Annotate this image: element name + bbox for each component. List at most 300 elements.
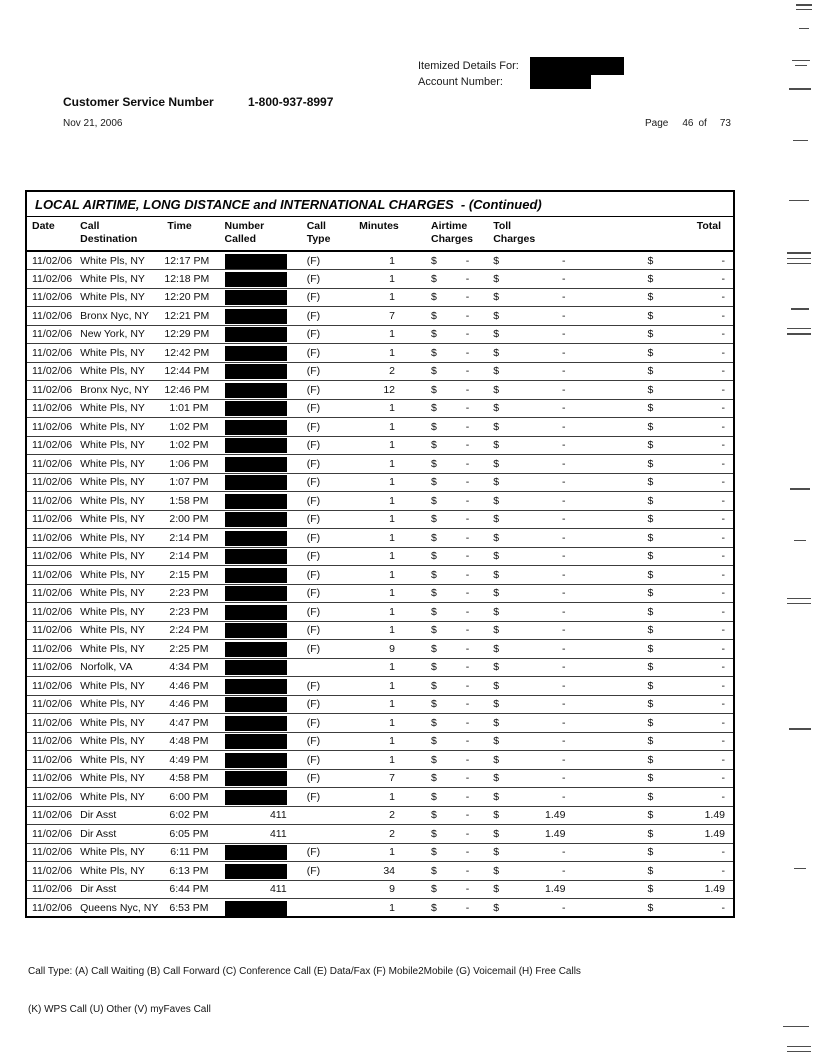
cell-airtime-charges: [409, 473, 484, 492]
cell-total: [589, 880, 734, 899]
currency-symbol: $: [431, 513, 437, 526]
cell-date: 11/02/06: [26, 381, 78, 400]
cell-call-type: (F): [295, 381, 349, 400]
cell-number-called: [223, 529, 295, 548]
cell-total-value: -: [721, 328, 725, 341]
cell-time: 12:17 PM: [164, 251, 222, 270]
cell-number-called: [223, 436, 295, 455]
cell-destination: Bronx Nyc, NY: [78, 381, 164, 400]
cell-date: 11/02/06: [26, 899, 78, 918]
cell-call-type: [295, 806, 349, 825]
currency-symbol: $: [493, 735, 500, 748]
currency-symbol: $: [493, 772, 500, 785]
cell-number-called: [223, 344, 295, 363]
cell-toll-charges: [484, 899, 589, 918]
cell-time: 6:53 PM: [164, 899, 222, 918]
column-header-total: Total: [589, 217, 734, 252]
cell-date: 11/02/06: [26, 362, 78, 381]
currency-symbol: $: [431, 494, 437, 507]
currency-symbol: $: [431, 457, 437, 470]
call-row: [26, 640, 734, 659]
cell-airtime-charges: [409, 307, 484, 326]
cell-toll-charges: [484, 251, 589, 270]
cell-number-called: [223, 307, 295, 326]
cell-call-type: [295, 880, 349, 899]
cell-total: [589, 769, 734, 788]
currency-symbol: $: [493, 254, 500, 267]
cell-date: 11/02/06: [26, 307, 78, 326]
call-row: [26, 307, 734, 326]
cell-airtime-charges: [409, 899, 484, 918]
redacted-number: [225, 531, 287, 546]
cell-toll-charges-value: -: [561, 439, 566, 452]
call-row: [26, 344, 734, 363]
cell-airtime-charges: [409, 621, 484, 640]
column-header-row: [26, 217, 734, 252]
cell-total-value: -: [721, 605, 725, 618]
cell-airtime-charges: [409, 658, 484, 677]
cell-toll-charges: [484, 769, 589, 788]
cell-time: 6:13 PM: [164, 862, 222, 881]
cell-date: 11/02/06: [26, 288, 78, 307]
cell-total-value: -: [721, 716, 725, 729]
cell-toll-charges-value: -: [561, 642, 566, 655]
cell-minutes: 1: [349, 251, 409, 270]
cell-toll-charges-value: -: [561, 735, 566, 748]
cell-number-called: [223, 677, 295, 696]
scan-artifact-mark: [787, 328, 811, 329]
cell-airtime-charges: [409, 529, 484, 548]
cell-toll-charges: [484, 344, 589, 363]
call-row: [26, 825, 734, 844]
cell-date: 11/02/06: [26, 621, 78, 640]
cell-airtime-charges: [409, 843, 484, 862]
cell-airtime-charges: [409, 677, 484, 696]
cell-destination: White Pls, NY: [78, 492, 164, 511]
cell-total-value: -: [721, 642, 725, 655]
cell-total: [589, 307, 734, 326]
currency-symbol: $: [647, 735, 654, 748]
cell-toll-charges: [484, 658, 589, 677]
cell-airtime-charges-value: -: [465, 846, 470, 859]
cell-toll-charges-value: 1.49: [545, 827, 566, 840]
cell-airtime-charges: [409, 362, 484, 381]
call-row: [26, 473, 734, 492]
cell-time: 2:00 PM: [164, 510, 222, 529]
currency-symbol: $: [431, 587, 437, 600]
currency-symbol: $: [431, 254, 437, 267]
cell-date: 11/02/06: [26, 584, 78, 603]
cell-total: [589, 455, 734, 474]
cell-airtime-charges-value: -: [465, 716, 470, 729]
cell-date: 11/02/06: [26, 751, 78, 770]
cell-minutes: 1: [349, 714, 409, 733]
cell-minutes: 1: [349, 529, 409, 548]
cell-toll-charges-value: -: [561, 550, 566, 563]
currency-symbol: $: [431, 439, 437, 452]
cell-total-value: 1.49: [704, 883, 725, 896]
redacted-number: [225, 753, 287, 768]
scan-artifact-mark: [794, 868, 806, 869]
cell-date: 11/02/06: [26, 788, 78, 807]
cell-call-type: (F): [295, 584, 349, 603]
currency-symbol: $: [647, 753, 654, 766]
cell-toll-charges-value: -: [561, 346, 566, 359]
cell-time: 6:44 PM: [164, 880, 222, 899]
cell-toll-charges-value: 1.49: [545, 809, 566, 822]
cell-total-value: -: [721, 476, 725, 489]
currency-symbol: $: [493, 494, 500, 507]
cell-total: [589, 510, 734, 529]
scan-artifact-mark: [787, 603, 811, 604]
cell-airtime-charges: [409, 751, 484, 770]
cell-toll-charges: [484, 695, 589, 714]
cell-total: [589, 806, 734, 825]
cell-airtime-charges: [409, 288, 484, 307]
currency-symbol: $: [647, 864, 654, 877]
cell-toll-charges: [484, 862, 589, 881]
cell-total-value: -: [721, 661, 725, 674]
scan-artifact-mark: [799, 28, 809, 29]
scan-artifact-mark: [783, 1026, 809, 1027]
cell-number-called: [223, 695, 295, 714]
call-row: [26, 899, 734, 918]
cell-call-type: (F): [295, 621, 349, 640]
cell-airtime-charges: [409, 492, 484, 511]
currency-symbol: $: [493, 568, 500, 581]
cell-toll-charges-value: -: [561, 698, 566, 711]
cell-airtime-charges-value: -: [465, 642, 470, 655]
cell-number-called: 411: [223, 806, 295, 825]
cell-minutes: 1: [349, 325, 409, 344]
redacted-number: [225, 734, 287, 749]
cell-date: 11/02/06: [26, 344, 78, 363]
cell-number-called: 411: [223, 825, 295, 844]
customer-service-number: 1-800-937-8997: [248, 95, 334, 109]
cell-airtime-charges-value: -: [465, 420, 470, 433]
redacted-number: [225, 549, 287, 564]
cell-minutes: 1: [349, 418, 409, 437]
cell-number-called: [223, 658, 295, 677]
cell-total: [589, 658, 734, 677]
scan-artifact-mark: [787, 333, 811, 335]
cell-date: 11/02/06: [26, 473, 78, 492]
cell-destination: White Pls, NY: [78, 344, 164, 363]
cell-destination: White Pls, NY: [78, 862, 164, 881]
cell-number-called: [223, 899, 295, 918]
cell-total-value: -: [721, 383, 725, 396]
cell-toll-charges: [484, 566, 589, 585]
currency-symbol: $: [647, 420, 654, 433]
redacted-number: [225, 642, 287, 657]
cell-toll-charges-value: -: [561, 901, 566, 914]
cell-toll-charges: [484, 529, 589, 548]
cell-minutes: 9: [349, 640, 409, 659]
currency-symbol: $: [647, 846, 654, 859]
currency-symbol: $: [493, 531, 500, 544]
currency-symbol: $: [493, 716, 500, 729]
cell-date: 11/02/06: [26, 732, 78, 751]
cell-airtime-charges-value: -: [465, 827, 470, 840]
cell-total-value: -: [721, 531, 725, 544]
cell-time: 1:02 PM: [164, 436, 222, 455]
cell-total-value: -: [721, 901, 725, 914]
call-row: [26, 621, 734, 640]
cell-destination: White Pls, NY: [78, 455, 164, 474]
currency-symbol: $: [647, 679, 654, 692]
page-label: Page: [645, 118, 669, 129]
cell-airtime-charges-value: -: [465, 735, 470, 748]
column-header-minutes: Minutes: [349, 217, 409, 252]
cell-time: 1:06 PM: [164, 455, 222, 474]
currency-symbol: $: [647, 661, 654, 674]
currency-symbol: $: [647, 309, 654, 322]
currency-symbol: $: [493, 402, 500, 415]
redacted-number: [225, 716, 287, 731]
cell-airtime-charges: [409, 325, 484, 344]
cell-total: [589, 436, 734, 455]
cell-toll-charges: [484, 714, 589, 733]
cell-destination: White Pls, NY: [78, 677, 164, 696]
cell-total: [589, 751, 734, 770]
cell-toll-charges-value: -: [561, 790, 566, 803]
cell-airtime-charges-value: -: [465, 383, 470, 396]
cell-call-type: (F): [295, 399, 349, 418]
cell-toll-charges-value: -: [561, 624, 566, 637]
cell-toll-charges-value: -: [561, 864, 566, 877]
call-row: [26, 880, 734, 899]
cell-minutes: 1: [349, 899, 409, 918]
cell-number-called: [223, 270, 295, 289]
cell-number-called: 411: [223, 880, 295, 899]
cell-call-type: [295, 899, 349, 918]
cell-time: 12:20 PM: [164, 288, 222, 307]
cell-destination: White Pls, NY: [78, 288, 164, 307]
cell-airtime-charges-value: -: [465, 328, 470, 341]
cell-minutes: 7: [349, 769, 409, 788]
cell-airtime-charges-value: -: [465, 587, 470, 600]
redacted-number: [225, 475, 287, 490]
call-table-body: [26, 251, 734, 917]
cell-time: 4:34 PM: [164, 658, 222, 677]
currency-symbol: $: [493, 513, 500, 526]
cell-toll-charges-value: -: [561, 383, 566, 396]
cell-airtime-charges: [409, 381, 484, 400]
currency-symbol: $: [431, 661, 437, 674]
cell-total-value: -: [721, 698, 725, 711]
cell-total: [589, 566, 734, 585]
currency-symbol: $: [431, 328, 437, 341]
call-row: [26, 547, 734, 566]
column-header-call-type: Call Type: [295, 217, 349, 252]
cell-destination: White Pls, NY: [78, 547, 164, 566]
cell-number-called: [223, 288, 295, 307]
currency-symbol: $: [493, 346, 500, 359]
call-type-legend-line2: (K) WPS Call (U) Other (V) myFaves Call: [28, 1004, 211, 1015]
cell-date: 11/02/06: [26, 695, 78, 714]
cell-toll-charges: [484, 510, 589, 529]
cell-total-value: -: [721, 513, 725, 526]
cell-airtime-charges-value: -: [465, 531, 470, 544]
cell-minutes: 1: [349, 455, 409, 474]
cell-destination: White Pls, NY: [78, 362, 164, 381]
cell-time: 2:23 PM: [164, 584, 222, 603]
cell-date: 11/02/06: [26, 640, 78, 659]
cell-airtime-charges-value: -: [465, 772, 470, 785]
cell-destination: White Pls, NY: [78, 473, 164, 492]
redacted-number: [225, 790, 287, 805]
currency-symbol: $: [493, 624, 500, 637]
call-row: [26, 251, 734, 270]
call-row: [26, 732, 734, 751]
redacted-number: [225, 254, 287, 269]
statement-date: Nov 21, 2006: [63, 118, 123, 129]
cell-total: [589, 529, 734, 548]
cell-number-called: [223, 251, 295, 270]
currency-symbol: $: [493, 365, 500, 378]
cell-time: 6:02 PM: [164, 806, 222, 825]
cell-number-called: [223, 621, 295, 640]
cell-toll-charges: [484, 603, 589, 622]
call-row: [26, 788, 734, 807]
cell-minutes: 1: [349, 695, 409, 714]
cell-date: 11/02/06: [26, 492, 78, 511]
cell-toll-charges-value: -: [561, 328, 566, 341]
cell-time: 6:00 PM: [164, 788, 222, 807]
call-row: [26, 492, 734, 511]
column-header-toll-charges: Toll Charges: [484, 217, 589, 252]
cell-airtime-charges-value: -: [465, 254, 470, 267]
cell-toll-charges-value: -: [561, 457, 566, 470]
cell-call-type: (F): [295, 788, 349, 807]
currency-symbol: $: [493, 642, 500, 655]
cell-minutes: 1: [349, 436, 409, 455]
cell-time: 1:58 PM: [164, 492, 222, 511]
cell-toll-charges-value: -: [561, 309, 566, 322]
cell-destination: Dir Asst: [78, 806, 164, 825]
cell-date: 11/02/06: [26, 270, 78, 289]
cell-airtime-charges: [409, 418, 484, 437]
call-row: [26, 603, 734, 622]
cell-airtime-charges-value: -: [465, 402, 470, 415]
cell-time: 4:49 PM: [164, 751, 222, 770]
cell-airtime-charges: [409, 603, 484, 622]
redacted-number: [225, 401, 287, 416]
cell-airtime-charges: [409, 566, 484, 585]
currency-symbol: $: [493, 698, 500, 711]
cell-toll-charges-value: -: [561, 587, 566, 600]
currency-symbol: $: [431, 420, 437, 433]
currency-symbol: $: [431, 383, 437, 396]
call-row: [26, 584, 734, 603]
redacted-number: [225, 272, 287, 287]
cell-minutes: 1: [349, 658, 409, 677]
scan-artifact-mark: [787, 1051, 811, 1052]
cell-airtime-charges-value: -: [465, 476, 470, 489]
redacted-number: [225, 605, 287, 620]
cell-destination: Norfolk, VA: [78, 658, 164, 677]
redacted-number: [225, 901, 287, 916]
cell-airtime-charges: [409, 880, 484, 899]
currency-symbol: $: [431, 402, 437, 415]
call-row: [26, 288, 734, 307]
cell-toll-charges: [484, 806, 589, 825]
call-row: [26, 399, 734, 418]
cell-number-called: [223, 418, 295, 437]
redacted-number: [225, 438, 287, 453]
currency-symbol: $: [647, 698, 654, 711]
currency-symbol: $: [493, 753, 500, 766]
cell-airtime-charges-value: -: [465, 494, 470, 507]
cell-total-value: -: [721, 346, 725, 359]
currency-symbol: $: [647, 827, 654, 840]
redacted-customer-name: [530, 57, 624, 75]
cell-toll-charges: [484, 584, 589, 603]
cell-call-type: (F): [295, 695, 349, 714]
currency-symbol: $: [431, 679, 437, 692]
cell-airtime-charges: [409, 640, 484, 659]
currency-symbol: $: [493, 605, 500, 618]
cell-airtime-charges-value: -: [465, 439, 470, 452]
cell-total-value: -: [721, 402, 725, 415]
redacted-account-number: [530, 75, 591, 89]
cell-date: 11/02/06: [26, 399, 78, 418]
cell-number-called: [223, 325, 295, 344]
call-row: [26, 566, 734, 585]
column-header-call-destination: Call Destination: [78, 217, 164, 252]
cell-date: 11/02/06: [26, 880, 78, 899]
call-row: [26, 455, 734, 474]
cell-total: [589, 344, 734, 363]
redacted-number: [225, 845, 287, 860]
cell-total-value: -: [721, 735, 725, 748]
cell-call-type: (F): [295, 362, 349, 381]
cell-toll-charges: [484, 825, 589, 844]
cell-toll-charges: [484, 381, 589, 400]
cell-airtime-charges: [409, 788, 484, 807]
currency-symbol: $: [493, 679, 500, 692]
cell-total-value: -: [721, 420, 725, 433]
redacted-number: [225, 864, 287, 879]
cell-airtime-charges-value: -: [465, 457, 470, 470]
cell-time: 2:23 PM: [164, 603, 222, 622]
currency-symbol: $: [493, 439, 500, 452]
currency-symbol: $: [493, 846, 500, 859]
cell-toll-charges-value: -: [561, 846, 566, 859]
currency-symbol: $: [493, 383, 500, 396]
cell-toll-charges-value: -: [561, 772, 566, 785]
cell-number-called: [223, 751, 295, 770]
cell-minutes: 9: [349, 880, 409, 899]
redacted-number: [225, 290, 287, 305]
cell-toll-charges: [484, 436, 589, 455]
cell-airtime-charges-value: -: [465, 661, 470, 674]
currency-symbol: $: [647, 772, 654, 785]
cell-airtime-charges-value: -: [465, 513, 470, 526]
cell-call-type: (F): [295, 510, 349, 529]
cell-minutes: 1: [349, 677, 409, 696]
currency-symbol: $: [493, 328, 500, 341]
cell-time: 1:01 PM: [164, 399, 222, 418]
cell-number-called: [223, 547, 295, 566]
cell-call-type: [295, 658, 349, 677]
cell-destination: White Pls, NY: [78, 603, 164, 622]
cell-call-type: (F): [295, 307, 349, 326]
call-row: [26, 843, 734, 862]
cell-toll-charges: [484, 732, 589, 751]
currency-symbol: $: [493, 272, 500, 285]
cell-destination: White Pls, NY: [78, 751, 164, 770]
